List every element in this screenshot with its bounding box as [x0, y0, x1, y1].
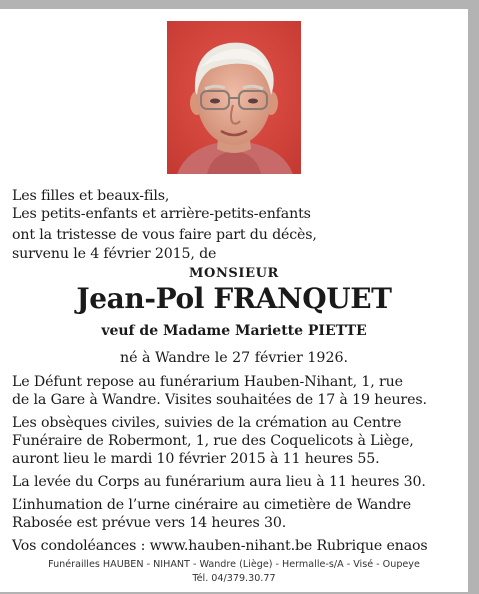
intro-line-4: survenu le 4 février 2015, de — [12, 246, 217, 262]
honorific-title: MONSIEUR — [189, 266, 279, 281]
obituary-notice — [0, 9, 468, 592]
rest-line-1: Le Défunt repose au funérarium Hauben-Nihant, 1, rue — [12, 374, 403, 390]
intro-line-3: ont la tristesse de vous faire part du décès, — [12, 227, 317, 243]
funeral-line-3: auront lieu le mardi 10 février 2015 à 11 heures 55. — [12, 451, 380, 467]
deceased-name: Jean-Pol FRANQUET — [76, 282, 392, 315]
intro-line-2: Les petits-enfants et arrière-petits-enfants — [12, 206, 311, 222]
funeral-line-2: Funéraire de Robermont, 1, rue des Coquelicots à Liège, — [12, 433, 414, 449]
leaving-line: La levée du Corps au funérarium aura lieu à 11 heures 30. — [12, 474, 426, 490]
footer-phone: Tél. 04/379.30.77 — [192, 573, 276, 584]
birth-line: né à Wandre le 27 février 1926. — [119, 350, 349, 366]
funeral-home-footer — [0, 558, 468, 586]
deceased-portrait-photo — [167, 21, 301, 174]
condolences-line: Vos condoléances : www.hauben-nihant.be Rubrique enaos — [12, 538, 428, 554]
rest-line-2: de la Gare à Wandre. Visites souhaitées de 17 à 19 heures. — [12, 392, 427, 408]
funeral-line-1: Les obsèques civiles, suivies de la crémation au Centre — [12, 415, 402, 431]
burial-line-1: L’inhumation de l’urne cinéraire au cimetière de Wandre — [12, 497, 411, 513]
intro-line-1: Les filles et beaux-fils, — [12, 188, 170, 204]
widower-line: veuf de Madame Mariette PIETTE — [101, 323, 367, 339]
burial-line-2: Rabosée est prévue vers 14 heures 30. — [12, 515, 287, 531]
footer-address: Funérailles HAUBEN - NIHANT - Wandre (Liège) - Hermalle-s/A - Visé - Oupeye — [48, 559, 420, 570]
